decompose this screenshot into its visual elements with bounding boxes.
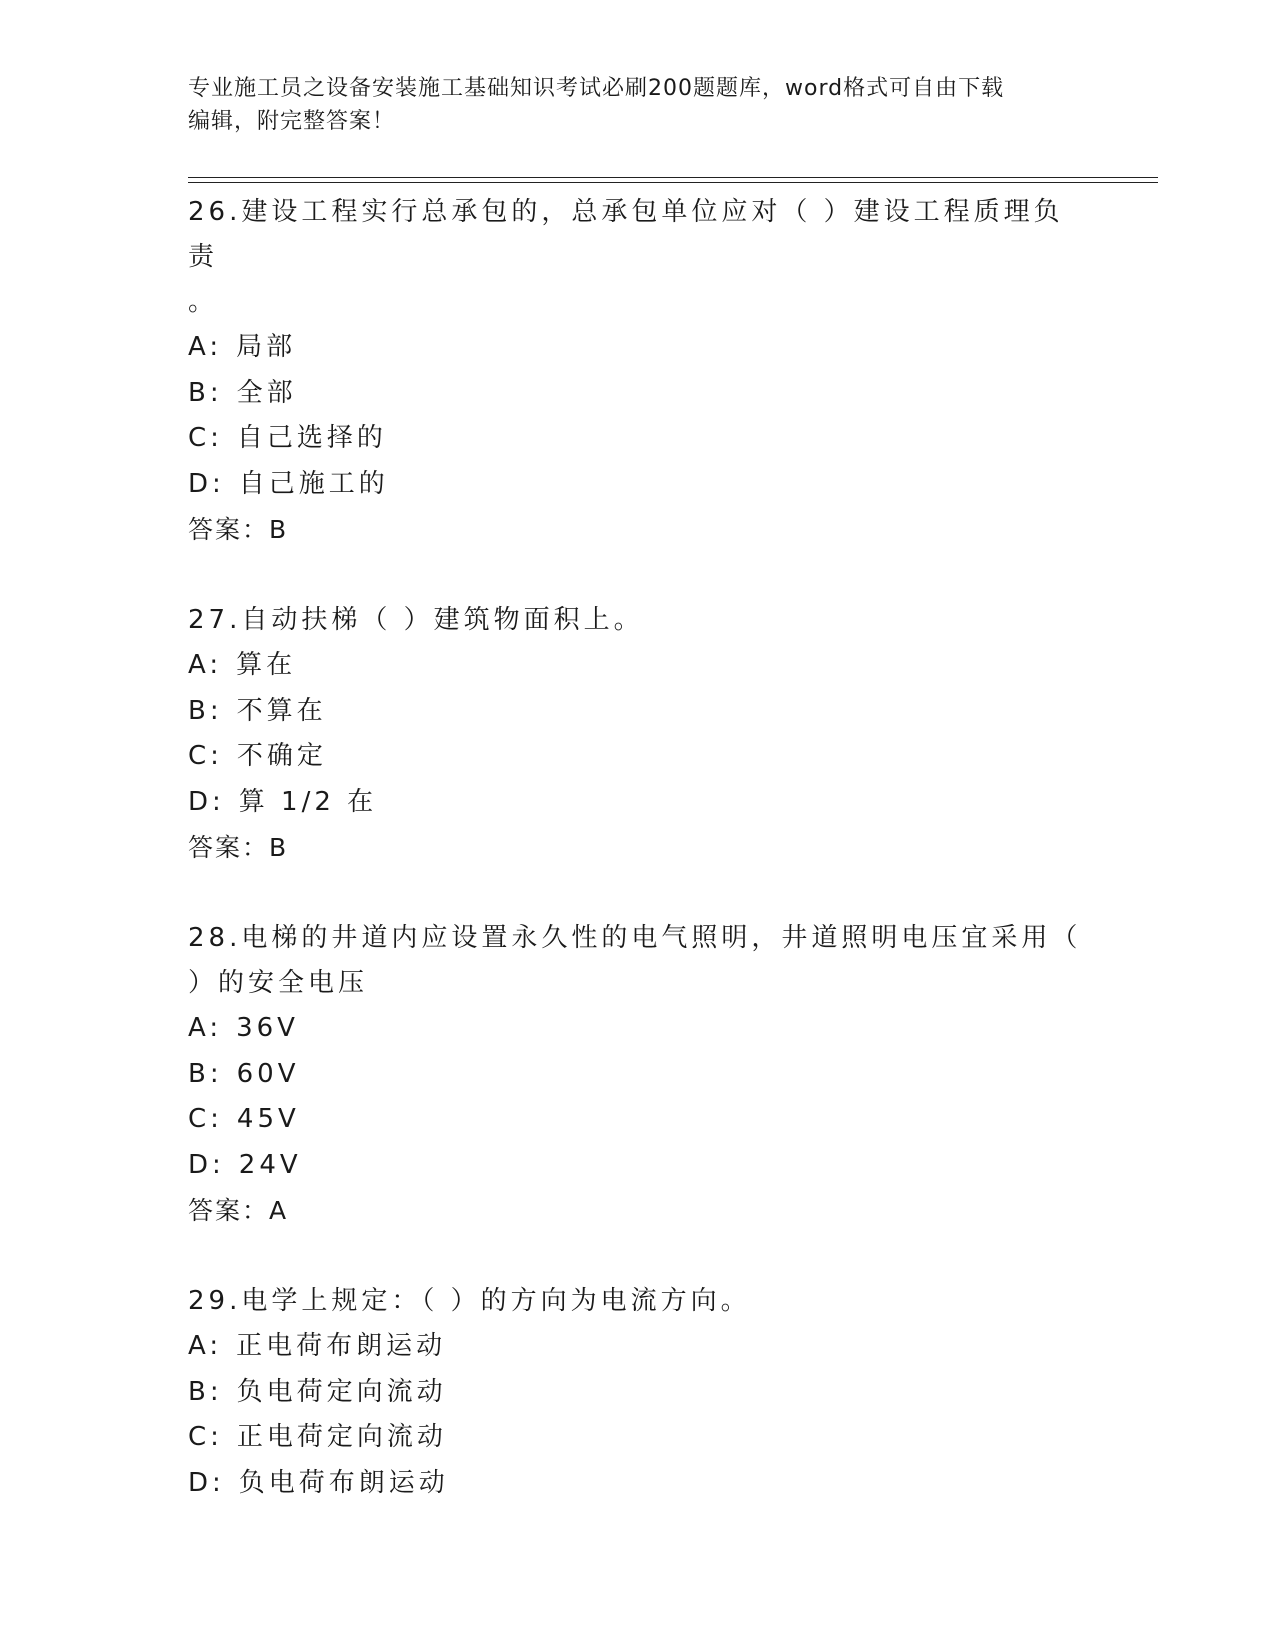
option-text: 算 1/2 在 bbox=[238, 786, 378, 817]
option-c bbox=[188, 1097, 1088, 1143]
option-b bbox=[188, 371, 1088, 417]
option-b bbox=[188, 1370, 1088, 1416]
option-text: 负电荷布朗运动 bbox=[238, 1467, 449, 1498]
answer-line: 答案：B bbox=[188, 515, 289, 544]
option-d bbox=[188, 1461, 1088, 1507]
option-key: C: bbox=[188, 741, 223, 771]
option-key: A: bbox=[188, 650, 223, 680]
option-d bbox=[188, 780, 1088, 826]
header-divider-bottom bbox=[188, 182, 1158, 183]
option-text: 不算在 bbox=[236, 695, 327, 726]
option-text: 45V bbox=[236, 1104, 300, 1134]
option-a bbox=[188, 325, 1088, 371]
question-stem: 29.电学上规定：（ ）的方向为电流方向。 bbox=[188, 1286, 751, 1316]
question-29 bbox=[188, 1279, 1088, 1506]
option-key: B: bbox=[188, 377, 223, 408]
option-key: A: bbox=[188, 1331, 223, 1361]
option-b bbox=[188, 689, 1088, 735]
option-text: 不确定 bbox=[236, 741, 327, 771]
option-a bbox=[188, 643, 1088, 689]
option-key: C: bbox=[188, 423, 223, 453]
question-stem: 26.建设工程实行总承包的，总承包单位应对（ ）建设工程质理负责 bbox=[188, 197, 1064, 272]
option-key: B: bbox=[188, 1058, 223, 1089]
option-key: A: bbox=[188, 332, 223, 362]
option-text: 全部 bbox=[236, 377, 297, 408]
option-key: C: bbox=[188, 1104, 223, 1134]
option-a bbox=[188, 1324, 1088, 1370]
question-27 bbox=[188, 598, 1088, 870]
option-key: B: bbox=[188, 695, 223, 726]
question-stem: 27.自动扶梯（ ）建筑物面积上。 bbox=[188, 605, 644, 635]
document-header: 专业施工员之设备安装施工基础知识考试必刷200题题库，word格式可自由下载 编辑，附完整答案！ bbox=[188, 76, 1005, 134]
answer-line: 答案：B bbox=[188, 833, 289, 862]
option-d bbox=[188, 462, 1088, 508]
header-divider-top bbox=[188, 177, 1158, 178]
option-c bbox=[188, 734, 1088, 780]
question-28 bbox=[188, 916, 1088, 1233]
option-key: D: bbox=[188, 1467, 225, 1498]
option-c bbox=[188, 1415, 1088, 1461]
option-text: 自己施工的 bbox=[238, 468, 389, 499]
option-key: D: bbox=[188, 1149, 225, 1180]
option-text: 局部 bbox=[236, 332, 297, 362]
option-text: 负电荷定向流动 bbox=[236, 1376, 447, 1407]
option-text: 正电荷布朗运动 bbox=[236, 1331, 447, 1361]
option-b bbox=[188, 1052, 1088, 1098]
option-key: A: bbox=[188, 1013, 223, 1043]
option-key: D: bbox=[188, 468, 225, 499]
option-text: 自己选择的 bbox=[236, 423, 387, 453]
option-a bbox=[188, 1006, 1088, 1052]
answer-line: 答案：A bbox=[188, 1196, 289, 1225]
option-c bbox=[188, 416, 1088, 462]
question-list bbox=[188, 190, 1088, 1552]
question-stem-continuation: ）的安全电压 bbox=[188, 968, 369, 998]
option-d bbox=[188, 1143, 1088, 1189]
question-stem-continuation: 。 bbox=[188, 287, 219, 317]
option-text: 算在 bbox=[236, 650, 297, 680]
option-key: C: bbox=[188, 1422, 223, 1452]
question-26 bbox=[188, 190, 1088, 552]
option-text: 36V bbox=[236, 1013, 299, 1043]
option-text: 24V bbox=[238, 1149, 302, 1180]
option-key: D: bbox=[188, 786, 225, 817]
option-text: 正电荷定向流动 bbox=[236, 1422, 447, 1452]
option-text: 60V bbox=[236, 1058, 300, 1089]
option-key: B: bbox=[188, 1376, 223, 1407]
question-stem: 28.电梯的井道内应设置永久性的电气照明，井道照明电压宜采用（ bbox=[188, 923, 1082, 953]
